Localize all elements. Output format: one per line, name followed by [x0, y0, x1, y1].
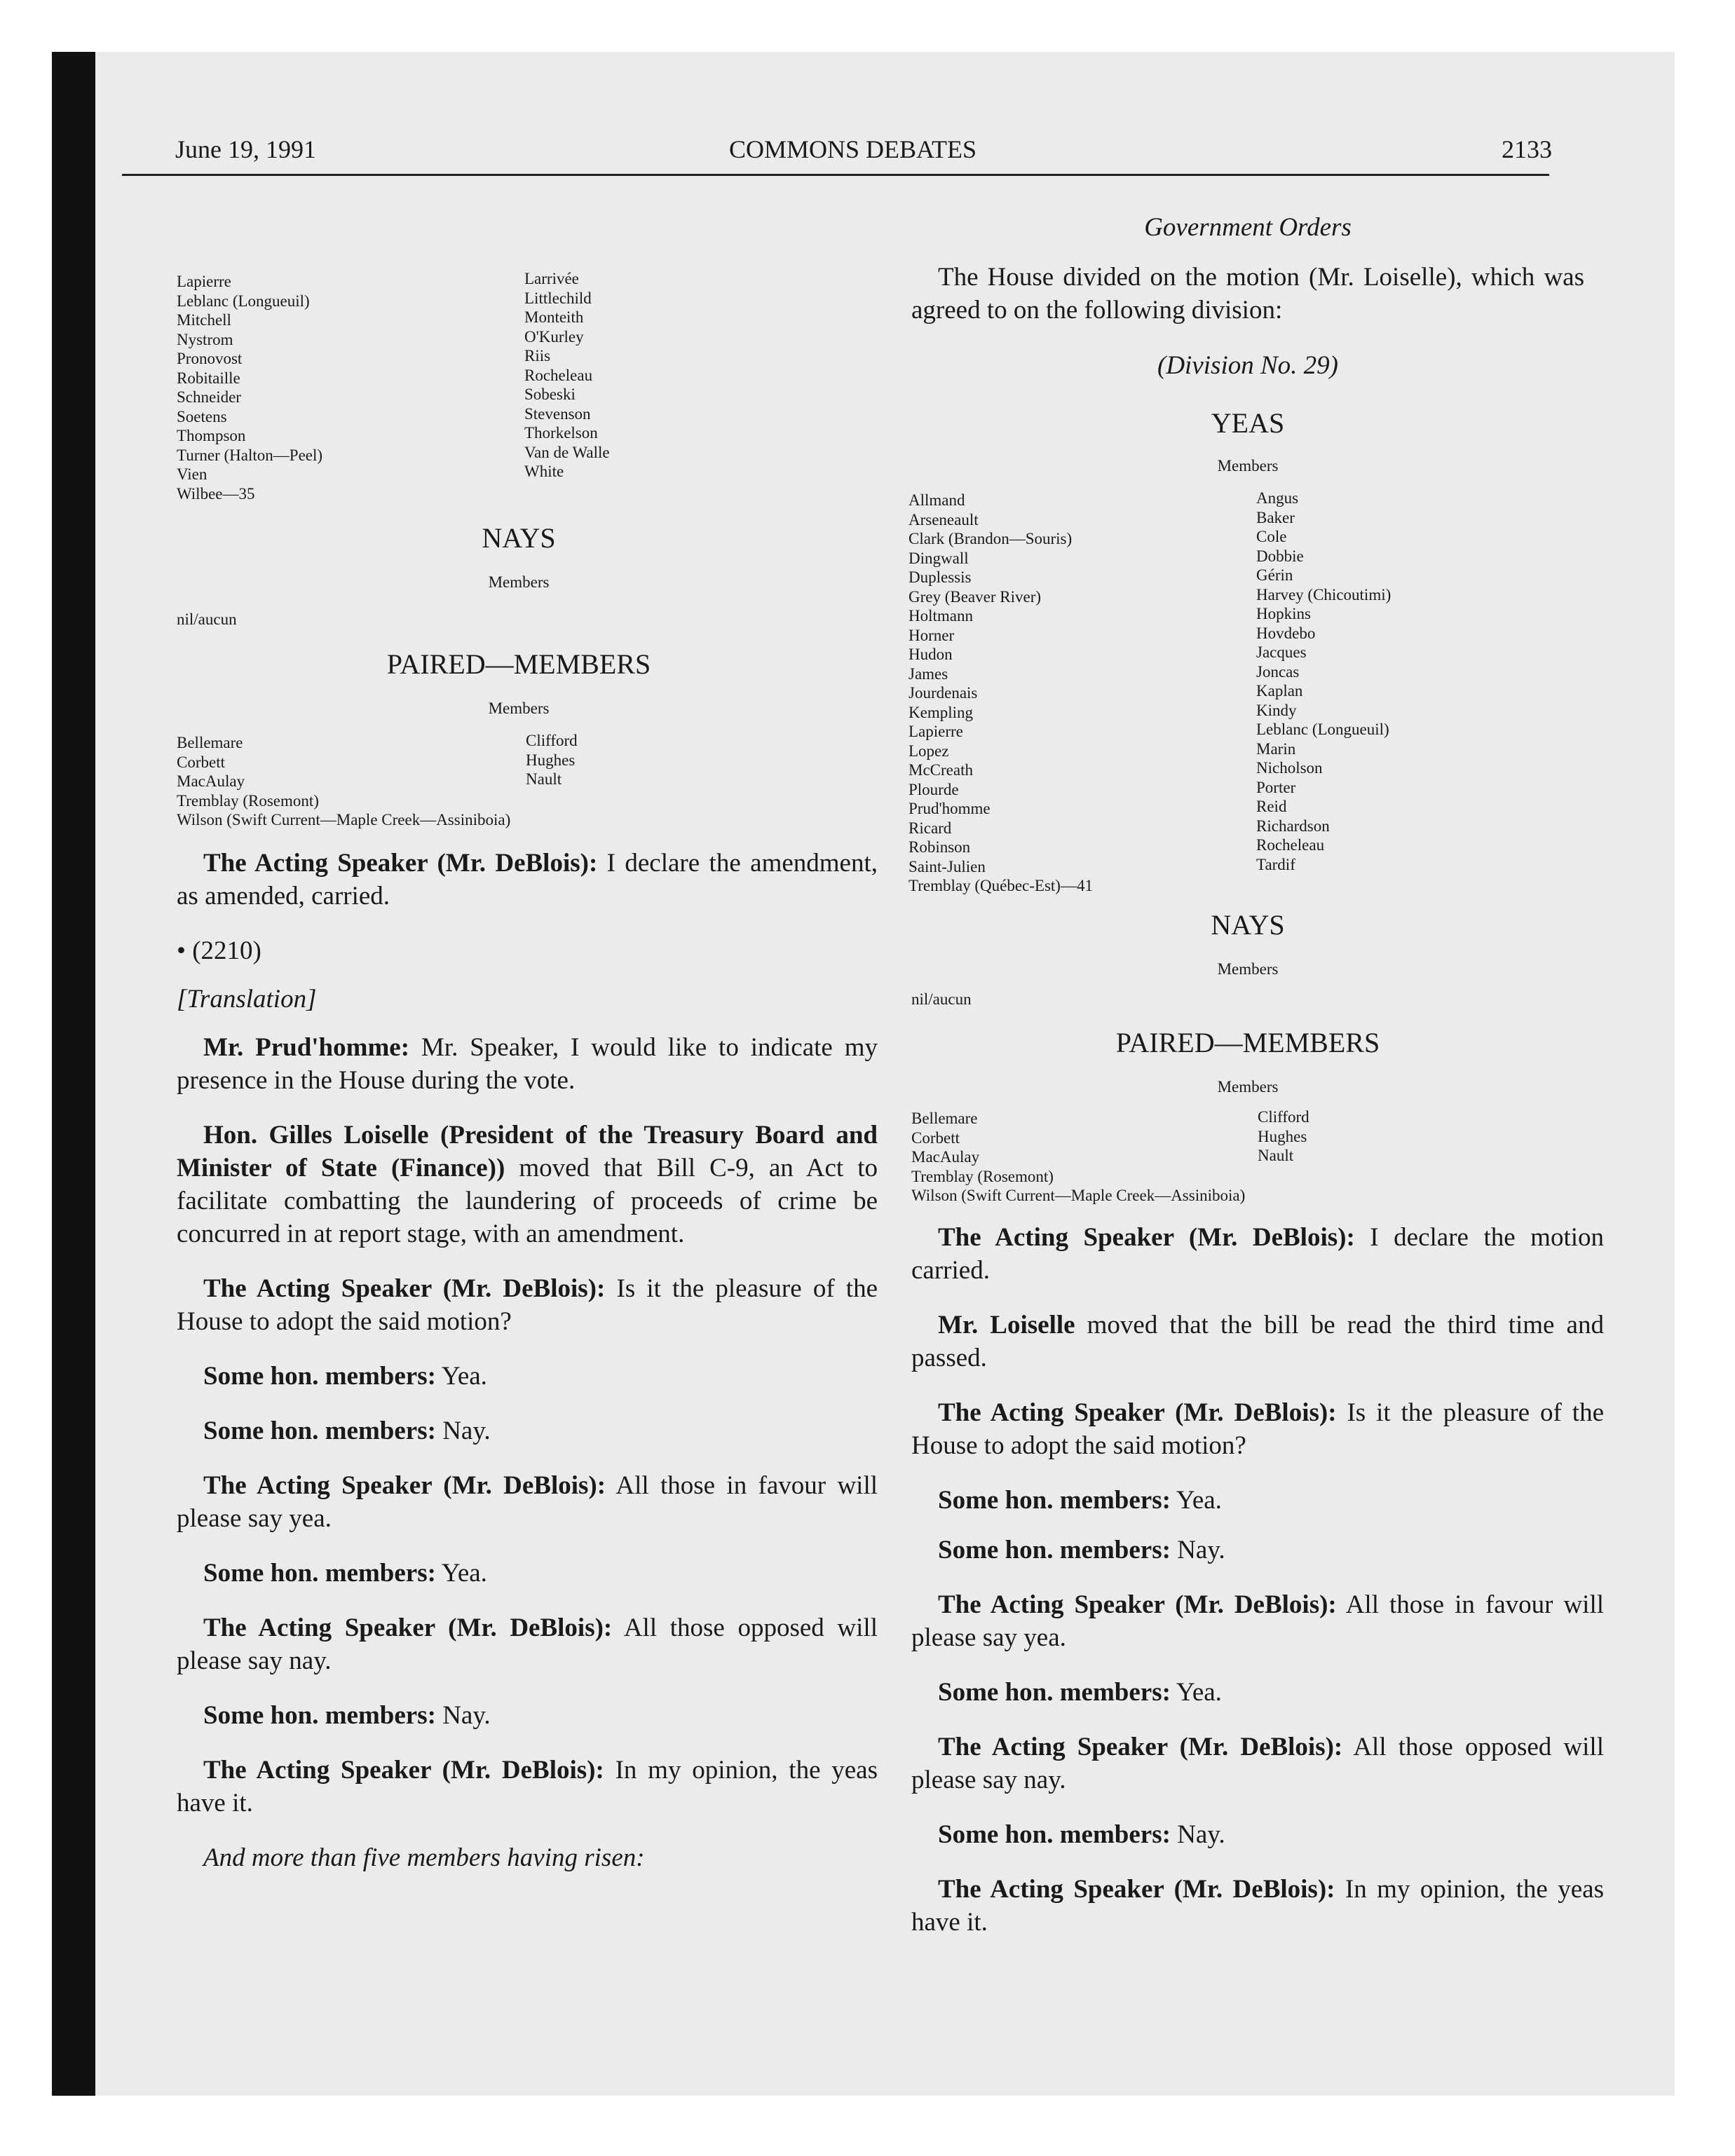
member-name: Hughes: [526, 751, 576, 769]
binding-edge: [52, 52, 95, 2096]
speech-text: All those opposed will please say nay.: [177, 1613, 878, 1675]
speech-paragraph: [911, 1534, 1604, 1567]
speaker: The Acting Speaker (Mr. DeBlois):: [938, 1875, 1335, 1904]
member-name: MacAulay: [177, 772, 245, 790]
speech-text: Nay.: [435, 1701, 491, 1730]
member-name: Porter: [1256, 778, 1296, 796]
paired-list-col2: [526, 731, 578, 789]
section-heading: Government Orders: [1144, 213, 1352, 242]
division-intro: The House divided on the motion (Mr. Loiselle), which was agreed to on the following division:: [911, 263, 1584, 325]
member-name: Vien: [177, 465, 207, 483]
member-name: Hopkins: [1256, 605, 1311, 622]
member-name: Dingwall: [909, 549, 969, 567]
member-name: Tremblay (Rosemont): [177, 791, 319, 810]
speech-paragraph: [911, 1818, 1604, 1851]
nays-list: nil/aucun: [911, 990, 972, 1008]
nays-heading: NAYS: [1211, 909, 1285, 941]
member-name: Robitaille: [177, 369, 240, 387]
speaker: Some hon. members:: [203, 1559, 436, 1588]
paired-members-label: Members: [488, 700, 550, 717]
member-name: Kaplan: [1256, 682, 1303, 700]
member-name: Kempling: [909, 703, 973, 721]
member-name: Wilbee—35: [177, 484, 255, 503]
speech-paragraph: [911, 1396, 1604, 1462]
member-name: Lopez: [909, 742, 949, 760]
member-name: Wilson (Swift Current—Maple Creek—Assiniboia): [177, 811, 511, 828]
member-name: Joncas: [1256, 662, 1300, 681]
member-name: Clifford: [1258, 1108, 1309, 1126]
member-name: Reid: [1256, 798, 1287, 815]
member-name: James: [909, 664, 948, 683]
member-name: Wilson (Swift Current—Maple Creek—Assiniboia): [911, 1187, 1246, 1204]
member-name: Riis: [524, 347, 551, 364]
member-name: Dobbie: [1256, 547, 1304, 565]
member-name: Tremblay (Québec-Est)—41: [909, 877, 1093, 894]
speaker: Mr. Prud'homme:: [203, 1033, 410, 1062]
speech-text: Is it the pleasure of the House to adopt the said motion?: [911, 1398, 1604, 1460]
member-name: Allmand: [909, 491, 965, 509]
speaker: The Acting Speaker (Mr. DeBlois):: [203, 1613, 613, 1642]
page-number: 2133: [1502, 135, 1552, 163]
speech-text: All those in favour will please say yea.: [911, 1590, 1605, 1652]
member-name: Pronovost: [177, 350, 243, 367]
speech-paragraph: [177, 1699, 878, 1732]
time-marker: • (2210): [177, 936, 261, 965]
speech-text: moved that Bill C-9, an Act to facilitate combatting the laundering of proceeds of crime be concurred in at report stage, with an amendment.: [177, 1154, 878, 1248]
member-name: Nault: [1258, 1147, 1294, 1164]
speech-text: In my opinion, the yeas have it.: [911, 1875, 1604, 1937]
member-name: Leblanc (Longueuil): [177, 292, 310, 310]
yeas-heading: YEAS: [1211, 407, 1285, 439]
speaker: The Acting Speaker (Mr. DeBlois):: [938, 1398, 1337, 1427]
header-title: COMMONS DEBATES: [729, 135, 977, 163]
member-name: Hughes: [1258, 1127, 1307, 1145]
member-name: O'Kurley: [524, 327, 584, 346]
speech-paragraph: [911, 1221, 1604, 1287]
member-name: Ricard: [909, 819, 952, 837]
nays-list: nil/aucun: [177, 610, 237, 628]
speaker: Some hon. members:: [938, 1678, 1171, 1707]
speech-text: All those opposed will please say nay.: [911, 1733, 1604, 1794]
member-name: Nystrom: [177, 330, 233, 348]
speaker: The Acting Speaker (Mr. DeBlois):: [938, 1733, 1343, 1761]
member-name: Baker: [1256, 508, 1295, 526]
speaker: The Acting Speaker (Mr. DeBlois):: [203, 1756, 604, 1785]
member-name: Thompson: [177, 427, 246, 444]
member-name: Duplessis: [909, 568, 972, 586]
member-name: Arseneault: [909, 510, 979, 528]
yeas-list-col2: [524, 269, 610, 482]
speech-text: Is it the pleasure of the House to adopt the said motion?: [177, 1274, 878, 1336]
member-name: Cole: [1256, 528, 1287, 545]
member-name: Nicholson: [1256, 759, 1323, 777]
speech-paragraph: [911, 1731, 1604, 1796]
speech-text: I declare the amendment, as amended, carried.: [177, 849, 878, 910]
member-name: Saint-Julien: [909, 857, 986, 875]
speaker: Some hon. members:: [938, 1486, 1171, 1515]
member-name: Rocheleau: [1256, 836, 1325, 854]
speech-paragraph: [177, 1119, 878, 1250]
left-speech-column: [177, 847, 878, 1896]
speech-text: Mr. Speaker, I would like to indicate my presence in the House during the vote.: [177, 1033, 878, 1095]
speaker: The Acting Speaker (Mr. DeBlois):: [203, 1274, 606, 1303]
member-name: Grey (Beaver River): [909, 587, 1042, 606]
member-name: Clark (Brandon—Souris): [909, 530, 1073, 547]
speaker: The Acting Speaker (Mr. DeBlois):: [203, 849, 598, 878]
speech-paragraph: [177, 1272, 878, 1338]
speaker: Hon. Gilles Loiselle (President of the Treasury Board and Minister of State (Finance)): [177, 1121, 878, 1182]
member-name: Hovdebo: [1256, 624, 1316, 642]
member-name: Stevenson: [524, 404, 591, 423]
speech-paragraph: [911, 1309, 1604, 1374]
speech-text: In my opinion, the yeas have it.: [177, 1756, 878, 1817]
speech-text: Yea.: [1170, 1678, 1222, 1707]
member-name: Lapierre: [177, 273, 231, 290]
speech-text: Yea.: [435, 1559, 487, 1588]
member-name: Lapierre: [909, 723, 963, 740]
member-name: Tardif: [1256, 855, 1295, 873]
speaker: The Acting Speaker (Mr. DeBlois):: [203, 1471, 606, 1500]
speech-paragraph: [177, 1754, 878, 1820]
speech-paragraph: [177, 1414, 878, 1447]
member-name: McCreath: [909, 761, 973, 779]
member-name: Holtmann: [909, 607, 973, 625]
speaker: Mr. Loiselle: [938, 1311, 1075, 1339]
speech-paragraph: [911, 1873, 1604, 1939]
division-intro-wrap: [911, 261, 1584, 327]
member-name: Monteith: [524, 308, 584, 326]
speech-paragraph: [911, 1484, 1604, 1517]
speaker: The Acting Speaker (Mr. DeBlois):: [938, 1223, 1355, 1252]
speech-paragraph: [177, 847, 878, 913]
speech-text: Nay.: [1170, 1820, 1225, 1849]
member-name: Sobeski: [524, 386, 576, 403]
speech-text: Nay.: [435, 1417, 491, 1445]
member-name: Marin: [1256, 739, 1296, 758]
speech-text: I declare the motion carried.: [911, 1223, 1605, 1285]
paired-list-col1: [177, 733, 510, 830]
paired-members-label: Members: [1217, 1078, 1279, 1096]
member-name: Kindy: [1256, 701, 1297, 719]
speech-paragraph: [177, 1031, 878, 1097]
member-name: Clifford: [526, 732, 578, 749]
member-name: Jacques: [1256, 643, 1307, 661]
speech-paragraph: [177, 1469, 878, 1535]
member-name: Leblanc (Longueuil): [1256, 721, 1389, 738]
member-name: Schneider: [177, 388, 241, 406]
speech-text: Yea.: [1170, 1486, 1222, 1515]
member-name: Corbett: [177, 753, 225, 771]
member-name: Harvey (Chicoutimi): [1256, 585, 1392, 603]
member-name: White: [524, 463, 564, 480]
member-name: Plourde: [909, 780, 959, 798]
member-name: Van de Walle: [524, 443, 610, 461]
member-name: Nault: [526, 770, 562, 788]
paired-list-col1: [911, 1109, 1245, 1206]
nays-members-label: Members: [488, 573, 550, 591]
yeas-list-col1: [909, 491, 1093, 896]
paired-list-col2: [1258, 1107, 1309, 1166]
speech-paragraph: [177, 1360, 878, 1393]
member-name: Jourdenais: [909, 684, 978, 702]
member-name: Littlechild: [524, 289, 592, 307]
speaker: Some hon. members:: [203, 1417, 436, 1445]
speech-paragraph: [177, 1557, 878, 1590]
header-date: June 19, 1991: [175, 135, 316, 163]
member-name: Mitchell: [177, 311, 231, 329]
speaker: Some hon. members:: [203, 1362, 436, 1391]
speech-text: All those in favour will please say yea.: [177, 1471, 878, 1533]
member-name: Hudon: [909, 646, 953, 663]
member-name: Soetens: [177, 407, 227, 425]
speech-text: Nay.: [1170, 1536, 1225, 1564]
yeas-list-col1: [177, 272, 322, 503]
member-name: Robinson: [909, 838, 971, 856]
member-name: Turner (Halton—Peel): [177, 446, 323, 464]
speech-paragraph: [911, 1588, 1604, 1654]
speech-text: Yea.: [435, 1362, 487, 1391]
member-name: Rocheleau: [524, 366, 593, 384]
speaker: Some hon. members:: [203, 1701, 436, 1730]
paired-heading: PAIRED—MEMBERS: [1115, 1027, 1380, 1058]
division-number: (Division No. 29): [1157, 351, 1338, 380]
member-name: MacAulay: [911, 1148, 980, 1166]
speaker: Some hon. members:: [938, 1820, 1171, 1849]
member-name: Larrivée: [524, 270, 579, 287]
member-name: Tremblay (Rosemont): [911, 1167, 1054, 1185]
yeas-list-col2: [1256, 489, 1391, 874]
member-name: Angus: [1256, 489, 1299, 507]
speaker: Some hon. members:: [938, 1536, 1171, 1564]
paired-heading: PAIRED—MEMBERS: [386, 648, 651, 680]
member-name: Prud'homme: [909, 800, 991, 817]
speech-text: moved that the bill be read the third time and passed.: [911, 1311, 1604, 1372]
member-name: Corbett: [911, 1128, 960, 1147]
member-name: Thorkelson: [524, 424, 598, 442]
speech-paragraph: [177, 1611, 878, 1677]
member-name: Bellemare: [177, 734, 243, 751]
nays-members-label: Members: [1217, 960, 1279, 978]
nays-heading: NAYS: [482, 522, 556, 554]
header-rule: [122, 174, 1549, 176]
speech-paragraph: [911, 1676, 1604, 1709]
member-name: Richardson: [1256, 817, 1330, 835]
member-name: Horner: [909, 626, 955, 644]
member-name: Gérin: [1256, 566, 1293, 584]
stage-direction: And more than five members having risen:: [203, 1843, 645, 1872]
member-name: Bellemare: [911, 1110, 978, 1127]
translation-note: [Translation]: [177, 985, 317, 1014]
yeas-members-label: Members: [1217, 457, 1279, 475]
speaker: The Acting Speaker (Mr. DeBlois):: [938, 1590, 1337, 1619]
right-speech-column: [911, 1221, 1604, 1960]
